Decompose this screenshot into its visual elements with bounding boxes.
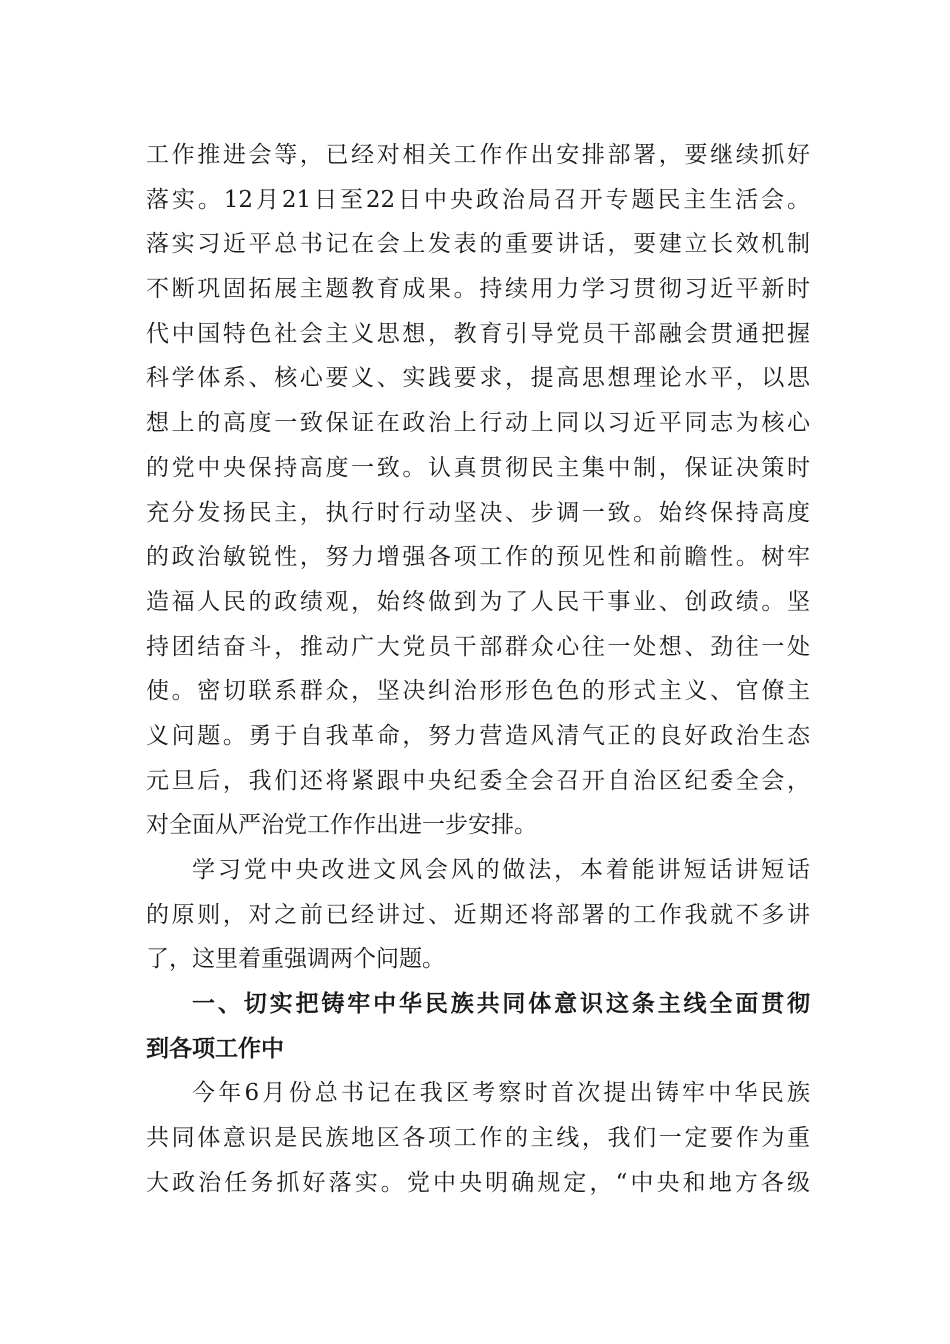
- text-line: 的党中央保持高度一致。认真贯彻民主集中制，保证决策时: [146, 454, 810, 481]
- paragraph: [146, 848, 810, 982]
- heading-line: 到各项工作中: [146, 1035, 284, 1062]
- text-line: 的原则，对之前已经讲过、近期还将部署的工作我就不多讲: [146, 901, 810, 928]
- text-line: 使。密切联系群众，坚决纠治形形色色的形式主义、官僚主: [146, 678, 810, 705]
- text-line: 落实习近平总书记在会上发表的重要讲话，要建立长效机制: [146, 231, 810, 258]
- paragraph: [146, 1071, 810, 1205]
- text-line: 代中国特色社会主义思想，教育引导党员干部融会贯通把握: [146, 320, 810, 347]
- heading-line: 一、切实把铸牢中华民族共同体意识这条主线全面贯彻: [192, 991, 810, 1018]
- text-line: 造福人民的政绩观，始终做到为了人民干事业、创政绩。坚: [146, 588, 810, 615]
- text-line: 持团结奋斗，推动广大党员干部群众心往一处想、劲往一处: [146, 633, 810, 660]
- text-line: 元旦后，我们还将紧跟中央纪委全会召开自治区纪委全会，: [146, 767, 810, 794]
- text-line: 工作推进会等，已经对相关工作作出安排部署，要继续抓好: [146, 142, 810, 168]
- text-line: 落实。12月21日至22日中央政治局召开专题民主生活会。: [146, 186, 810, 213]
- text-line: 共同体意识是民族地区各项工作的主线，我们一定要作为重: [146, 1125, 810, 1152]
- text-line: 充分发扬民主，执行时行动坚决、步调一致。始终保持高度: [146, 499, 810, 526]
- text-line: 不断巩固拓展主题教育成果。持续用力学习贯彻习近平新时: [146, 276, 810, 303]
- text-line: 学习党中央改进文风会风的做法，本着能讲短话讲短话: [192, 857, 810, 883]
- text-line: 大政治任务抓好落实。党中央明确规定，“中央和地方各级: [146, 1169, 810, 1196]
- paragraph: [146, 133, 810, 848]
- text-line: 对全面从严治党工作作出进一步安排。: [146, 812, 537, 839]
- section-heading: [146, 982, 810, 1071]
- text-line: 想上的高度一致保证在政治上行动上同以习近平同志为核心: [146, 410, 810, 437]
- text-line: 的政治敏锐性，努力增强各项工作的预见性和前瞻性。树牢: [146, 544, 810, 571]
- text-line: 义问题。勇于自我革命，努力营造风清气正的良好政治生态: [146, 722, 810, 749]
- document-body: [146, 133, 810, 1206]
- text-line: 了，这里着重强调两个问题。: [146, 946, 445, 973]
- text-line: 科学体系、核心要义、实践要求，提高思想理论水平，以思: [146, 365, 810, 392]
- text-line: 今年6月份总书记在我区考察时首次提出铸牢中华民族: [192, 1080, 810, 1107]
